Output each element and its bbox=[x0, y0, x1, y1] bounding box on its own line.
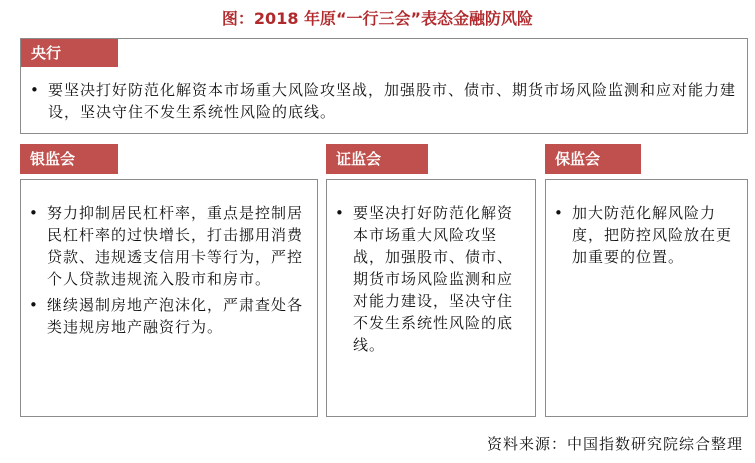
cbrc-item-1: • 努力抑制居民杠杆率，重点是控制居民杠杆率的过快增长，打击挪用消费贷款、违规透支信用卡等行为，严控个人贷款违规流入股市和房市。 bbox=[21, 202, 305, 290]
cbrc-label: 银监会 bbox=[20, 144, 118, 174]
circ-box bbox=[545, 179, 748, 417]
csrc-box bbox=[326, 179, 536, 417]
figure-title: 图：2018 年原“一行三会”表态金融防风险 bbox=[221, 9, 534, 28]
source-note: 资料来源：中国指数研究院综合整理 bbox=[486, 435, 743, 453]
cbrc-item-2: • 继续遏制房地产泡沫化，严肃查处各类违规房地产融资行为。 bbox=[21, 294, 305, 338]
central-bank-item: • 要坚决打好防范化解资本市场重大风险攻坚战，加强股市、债市、期货市场风险监测和应对能力建设，坚决守住不发生系统性风险的底线。 bbox=[22, 79, 740, 123]
central-bank-content bbox=[22, 79, 740, 123]
csrc-label: 证监会 bbox=[326, 144, 428, 174]
circ-item: • 加大防范化解风险力度，把防控风险放在更加重要的位置。 bbox=[546, 202, 737, 268]
csrc-item: • 要坚决打好防范化解资本市场重大风险攻坚战，加强股市、债市、期货市场风险监测和应对能力建设，坚决守住不发生系统性风险的底线。 bbox=[327, 202, 525, 356]
circ-label: 保监会 bbox=[545, 144, 641, 174]
central-bank-label: 央行 bbox=[21, 39, 118, 67]
cbrc-box bbox=[20, 179, 318, 417]
